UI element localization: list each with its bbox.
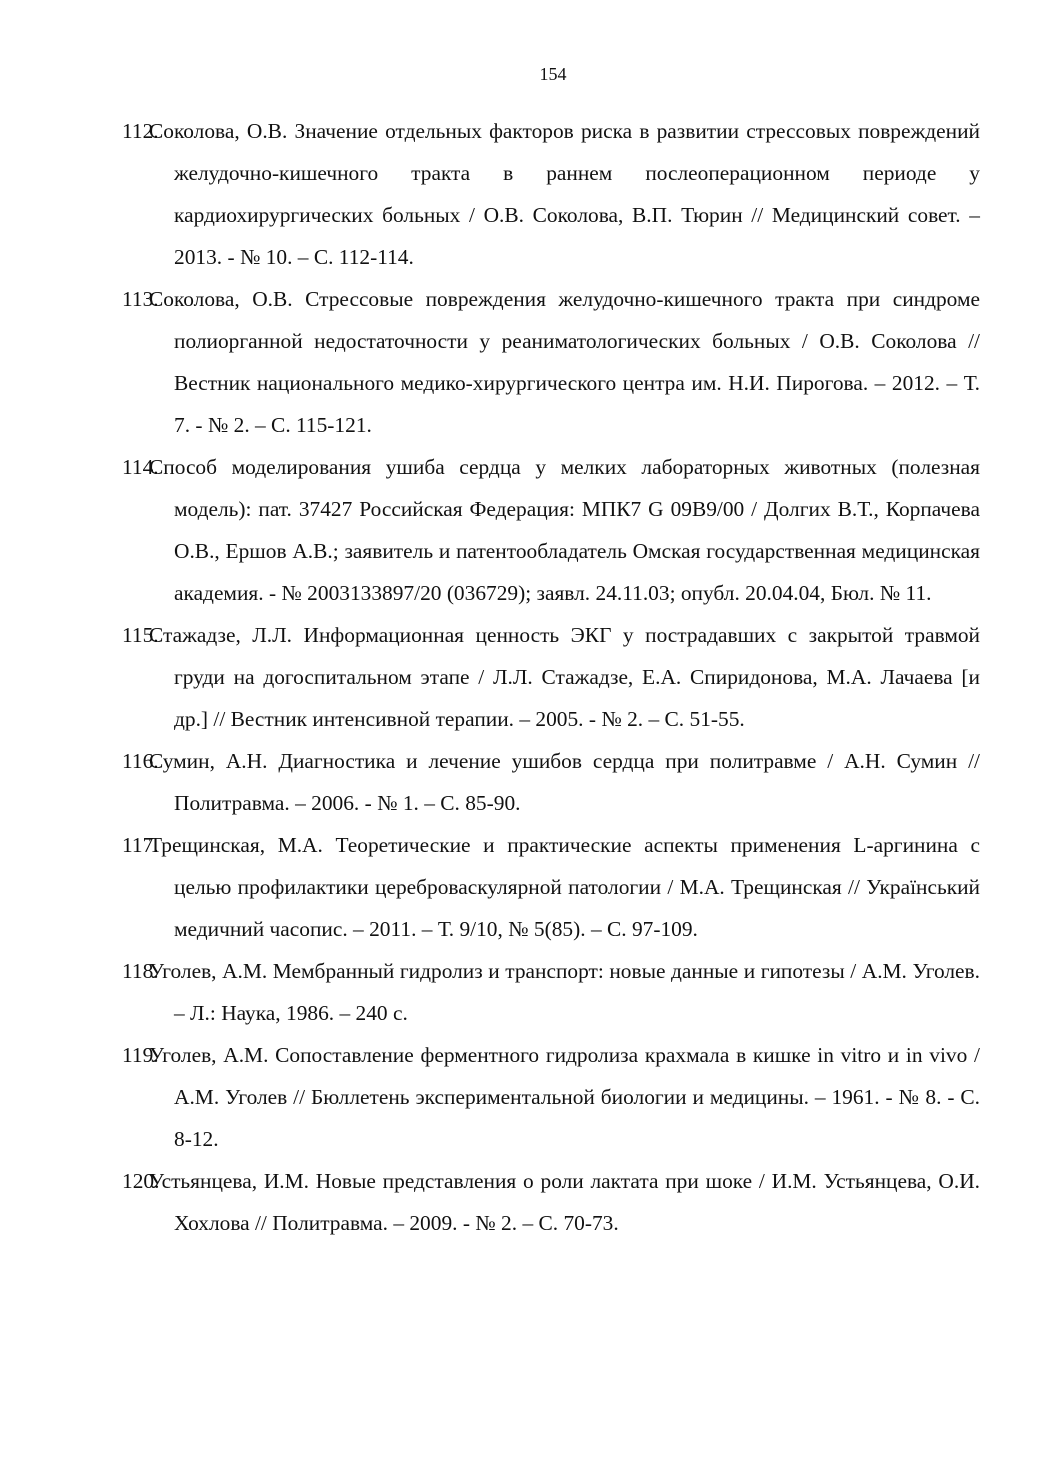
reference-item-119 xyxy=(122,1034,980,1160)
reference-item-116 xyxy=(122,740,980,824)
reference-text: Устьянцева, И.М. Новые представления о роли лактата при шоке / И.М. Устьянцева, О.И. Хохлова // Политравма. – 2009. - № 2. – С. 70-73. xyxy=(149,1169,980,1235)
reference-item-114 xyxy=(122,446,980,614)
reference-text: Сумин, А.Н. Диагностика и лечение ушибов сердца при политравме / А.Н. Сумин // Политравма. – 2006. - № 1. – С. 85-90. xyxy=(149,749,980,815)
reference-number: 119. xyxy=(122,1043,159,1067)
reference-text: Трещинская, М.А. Теоретические и практические аспекты применения L-аргинина с целью профилактики цереброваскулярной патологии / М.А. Трещинская // Український медичний часопис. – 2011. – Т. 9/10, № 5(85). – С. 97-109. xyxy=(149,833,980,941)
reference-item-113 xyxy=(122,278,980,446)
reference-item-117 xyxy=(122,824,980,950)
reference-number: 115. xyxy=(122,623,159,647)
reference-text: Соколова, О.В. Значение отдельных факторов риска в развитии стрессовых повреждений желудочно-кишечного тракта в раннем послеоперационном периоде у кардиохирургических больных / О.В. Соколова, В.П. Тюрин // Медицинский совет. – 2013. - № 10. – С. 112-114. xyxy=(149,119,980,269)
reference-number: 116. xyxy=(122,749,159,773)
reference-number: 114. xyxy=(122,455,159,479)
reference-number: 113. xyxy=(122,287,159,311)
reference-list xyxy=(122,110,980,1244)
reference-text: Уголев, А.М. Сопоставление ферментного гидролиза крахмала в кишке in vitro и in vivo / А.М. Уголев // Бюллетень экспериментальной биологии и медицины. – 1961. - № 8. - С. 8-12. xyxy=(149,1043,980,1151)
reference-item-112 xyxy=(122,110,980,278)
reference-text: Стажадзе, Л.Л. Информационная ценность ЭКГ у пострадавших с закрытой травмой груди на догоспитальном этапе / Л.Л. Стажадзе, Е.А. Спиридонова, М.А. Лачаева [и др.] // Вестник интенсивной терапии. – 2005. - № 2. – С. 51-55. xyxy=(149,623,980,731)
reference-number: 118. xyxy=(122,959,159,983)
reference-number: 112. xyxy=(122,119,159,143)
reference-item-120 xyxy=(122,1160,980,1244)
reference-number: 117. xyxy=(122,833,159,857)
reference-text: Способ моделирования ушиба сердца у мелких лабораторных животных (полезная модель): пат. 37427 Российская Федерация: МПК7 G 09B9/00 / Долгих В.Т., Корпачева О.В., Ершов А.В.; заявитель и патентообладатель Омская государственная медицинская академия. - № 2003133897/20 (036729); заявл. 24.11.03; опубл. 20.04.04, Бюл. № 11. xyxy=(149,455,980,605)
reference-text: Уголев, А.М. Мембранный гидролиз и транспорт: новые данные и гипотезы / А.М. Уголев. – Л.: Наука, 1986. – 240 с. xyxy=(149,959,980,1025)
reference-number: 120. xyxy=(122,1169,160,1193)
page-number: 154 xyxy=(539,64,567,84)
reference-text: Соколова, О.В. Стрессовые повреждения желудочно-кишечного тракта при синдроме полиорганной недостаточности у реаниматологических больных / О.В. Соколова // Вестник национального медико-хирургического центра им. Н.И. Пирогова. – 2012. – Т. 7. - № 2. – С. 115-121. xyxy=(149,287,980,437)
reference-item-115 xyxy=(122,614,980,740)
reference-item-118 xyxy=(122,950,980,1034)
